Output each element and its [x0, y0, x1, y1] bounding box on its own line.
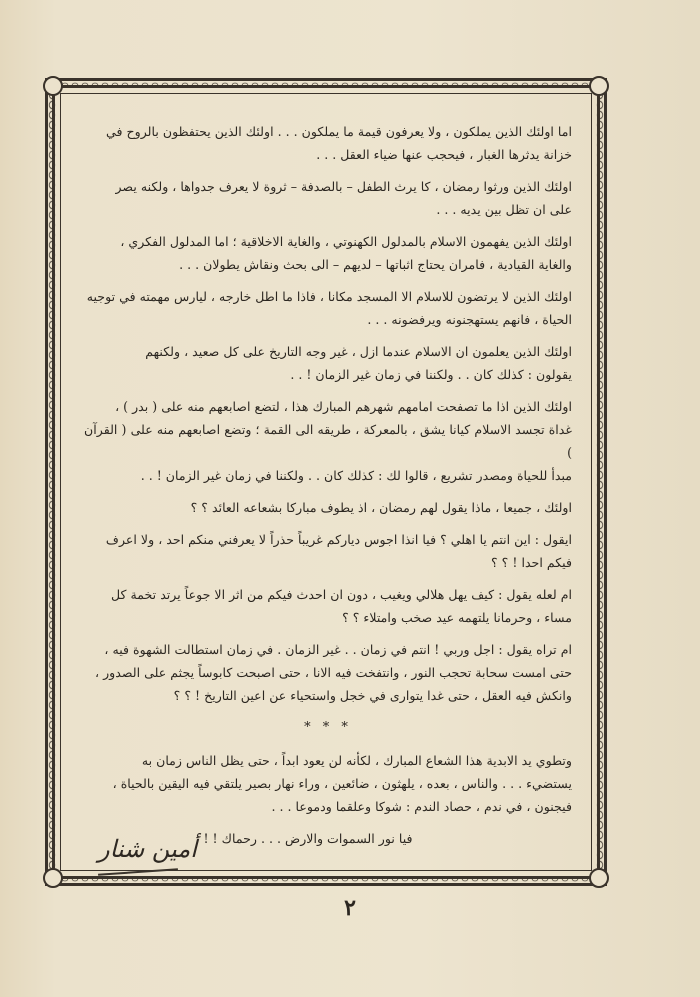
corner-ornament-bottom-left: [43, 868, 63, 888]
text-line: حتى امست سحابة تحجب النور ، وانتفخت فيه الانا ، حتى اصبحت كابوساً يجثم على الصدور ،: [95, 665, 572, 680]
paragraph: [84, 395, 572, 487]
article-body: [84, 120, 572, 850]
signature-text: أمين شنار: [98, 835, 197, 863]
paragraph: [84, 528, 572, 574]
text-line: والغاية القيادية ، فامران يحتاج اثباتها – لديهم – الى بحث ونقاش يطولان . . .: [179, 257, 572, 272]
paragraph: [84, 285, 572, 331]
text-line: اولئك الذين لا يرتضون للاسلام الا المسجد مكانا ، فاذا ما اطل خارجه ، ليارس مهمته في توجيه: [86, 289, 572, 304]
corner-ornament-top-left: [43, 76, 63, 96]
paragraph: [84, 583, 572, 629]
text-line: مبدأ للحياة ومصدر تشريع ، قالوا لك : كذلك كان . . ولكننا في زمان غير الزمان ! . .: [140, 468, 572, 483]
closing-line: فيا نور السموات والارض . . . رحماك ! !: [203, 831, 413, 846]
text-line: اولئك الذين يفهمون الاسلام بالمدلول الكهنوتي ، والغاية الاخلاقية ؛ اما المدلول الفكري ،: [120, 234, 572, 249]
paragraph: [84, 340, 572, 386]
text-line: اولئك الذين يعلمون ان الاسلام عندما ازل ، غير وجه التاريخ على كل صعيد ، ولكنهم: [145, 344, 572, 359]
text-line: ام تراه يقول : اجل وربي ! انتم في زمان . . غير الزمان . في زمان استطالت الشهوة فيه ،: [104, 642, 572, 657]
chain-border-left: [47, 80, 57, 884]
text-line: الحياة ، فانهم يستهجنونه ويرفضونه . . .: [367, 312, 572, 327]
text-line: وانكش فيه العقل ، حتى غدا يتوارى في خجل واستحياء عن اعين التاريخ ! ؟ ؟: [173, 688, 572, 703]
text-line: ام لعله يقول : كيف يهل هلالي ويغيب ، دون ان احدث فيكم من اثر الا جوعاً يرتد تخمة كل: [110, 587, 572, 602]
text-line: اولئك الذين اذا ما تصفحت امامهم شهرهم المبارك هذا ، لتضع اصابعهم منه على ( بدر ) ،: [115, 399, 572, 414]
section-separator: * * *: [304, 720, 352, 735]
text-line: فيكم احدا ! ؟ ؟: [491, 555, 572, 570]
text-line: مساء ، وحرمانا يلتهمه عيد صخب وامتلاء ؟ ؟: [342, 610, 572, 625]
text-line: اما اولئك الذين يملكون ، ولا يعرفون قيمة ما يملكون . . . اولئك الذين يحتفظون بالروح في: [105, 124, 572, 139]
chain-border-right: [595, 80, 605, 884]
text-line: خزانة يدثرها الغبار ، فيحجب عنها ضياء العقل . . .: [316, 147, 572, 162]
author-signature: [98, 835, 197, 863]
chain-border-top: [50, 80, 602, 90]
text-line: فيجنون ، في ندم ، حصاد الندم : شوكا وعلقما ودموعا . . .: [271, 799, 572, 814]
page-number: ٢: [344, 895, 356, 921]
text-line: غداة تجسد الاسلام كيانا يشق ، بالمعركة ، طريقه الى القمة ؛ وتضع اصابعهم منه على ( القرآن ): [84, 422, 572, 460]
paragraph: [84, 175, 572, 221]
text-line: يستضيء . . . والناس ، بعده ، يلهثون ، ضائعين ، وراء نهار بصير يلتقي فيه اليقين بالحياة ،: [112, 776, 572, 791]
corner-ornament-bottom-right: [589, 868, 609, 888]
final-paragraph: [84, 749, 572, 818]
paragraph: [84, 120, 572, 166]
text-line: اولئك الذين ورثوا رمضان ، كا يرث الطفل – بالصدفة – ثروة لا يعرف جدواها ، ولكنه يصر: [115, 179, 572, 194]
paragraph: [84, 496, 572, 519]
chain-border-bottom: [50, 874, 602, 884]
corner-ornament-top-right: [589, 76, 609, 96]
paragraph: [84, 638, 572, 707]
text-line: اولئك ، جميعا ، ماذا يقول لهم رمضان ، اذ يطوف مباركا بشعاعه العائد ؟ ؟: [190, 500, 572, 515]
paragraph: [84, 230, 572, 276]
text-line: على ان تظل بين يديه . . .: [436, 202, 572, 217]
text-line: يقولون : كذلك كان . . ولكننا في زمان غير الزمان ! . .: [290, 367, 572, 382]
text-line: ايقول : اين انتم يا اهلي ؟ فيا انذا اجوس دياركم غريباً حذراً لا يعرفني منكم احد ، ولا اعرف: [105, 532, 572, 547]
text-line: وتطوي يد الابدية هذا الشعاع المبارك ، لكأنه لن يعود ابداً ، حتى يظل الناس زمان به: [141, 753, 572, 768]
